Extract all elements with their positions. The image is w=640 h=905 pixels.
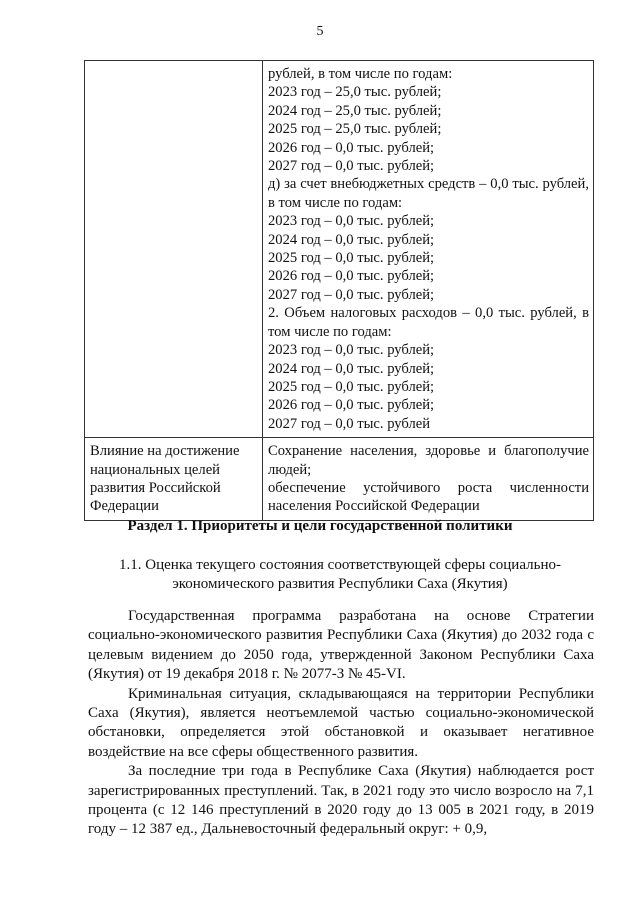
funding-line: рублей, в том числе по годам: bbox=[268, 66, 453, 82]
funding-line: 2024 год – 0,0 тыс. рублей; bbox=[268, 231, 435, 248]
funding-line: 2026 год – 0,0 тыс. рублей; bbox=[268, 397, 435, 414]
row-label-national-goals: Влияние на достижение национальных целей развития Российской Федерации bbox=[85, 438, 263, 521]
funding-line: 2023 год – 25,0 тыс. рублей; bbox=[268, 84, 442, 101]
table-row bbox=[85, 61, 594, 438]
paragraph: За последние три года в Республике Саха (Якутия) наблюдается рост зарегистрированных преступлений. Так, в 2021 году это число возросло на 7,1 процента (с 12 146 преступлений в 2020 году до 13 005 в 2021 году, в 2019 году – 12 387 ед., Дальневосточный федеральный округ: + 0,9, bbox=[88, 763, 594, 838]
subsection-title: 1.1. Оценка текущего состояния соответствующей сферы социально-экономического развития Республики Саха (Якутия) bbox=[119, 557, 561, 592]
table-row bbox=[85, 438, 594, 521]
funding-line: 2023 год – 0,0 тыс. рублей; bbox=[268, 213, 435, 230]
funding-line: 2026 год – 0,0 тыс. рублей; bbox=[268, 139, 435, 156]
funding-line: 2027 год – 0,0 тыс. рублей bbox=[268, 415, 431, 432]
row-label-empty bbox=[85, 61, 263, 438]
funding-line: 2027 год – 0,0 тыс. рублей; bbox=[268, 158, 435, 175]
funding-line: 2. Объем налоговых расходов – 0,0 тыс. рублей, в том числе по годам: bbox=[268, 305, 589, 340]
national-goals-cell bbox=[263, 438, 594, 521]
body-text bbox=[88, 607, 594, 840]
funding-line: 2025 год – 25,0 тыс. рублей; bbox=[268, 121, 442, 138]
funding-line: 2024 год – 0,0 тыс. рублей; bbox=[268, 360, 435, 377]
goal-line: Сохранение населения, здоровье и благополучие людей; bbox=[268, 443, 589, 478]
funding-line: 2027 год – 0,0 тыс. рублей; bbox=[268, 286, 435, 303]
goal-line: обеспечение устойчивого роста численности населения Российской Федерации bbox=[268, 479, 589, 515]
paragraph: Криминальная ситуация, складывающаяся на территории Республики Саха (Якутия), является неотъемлемой частью социально-экономической обстановки, определяется этой обстановкой и оказывает негативное воздействие на все сферы общественного развития. bbox=[88, 685, 594, 760]
funding-line: 2024 год – 25,0 тыс. рублей; bbox=[268, 102, 442, 119]
paragraph: Государственная программа разработана на основе Стратегии социально-экономического развития Республики Саха (Якутия) до 2032 года с целевым видением до 2050 года, утвержденной Законом Республики Саха (Якутия) от 19 декабря 2018 г. № 2077-З № 45-VI. bbox=[88, 608, 594, 683]
program-passport-table bbox=[84, 60, 594, 521]
page-number: 5 bbox=[316, 24, 324, 39]
funding-line: 2025 год – 0,0 тыс. рублей; bbox=[268, 250, 435, 267]
funding-line: д) за счет внебюджетных средств – 0,0 тыс. рублей, в том числе по годам: bbox=[268, 176, 589, 211]
funding-details-cell bbox=[263, 61, 594, 438]
funding-line: 2026 год – 0,0 тыс. рублей; bbox=[268, 268, 435, 285]
funding-line: 2023 год – 0,0 тыс. рублей; bbox=[268, 342, 435, 359]
section-title: Раздел 1. Приоритеты и цели государственной политики bbox=[127, 518, 513, 534]
funding-line: 2025 год – 0,0 тыс. рублей; bbox=[268, 378, 435, 395]
